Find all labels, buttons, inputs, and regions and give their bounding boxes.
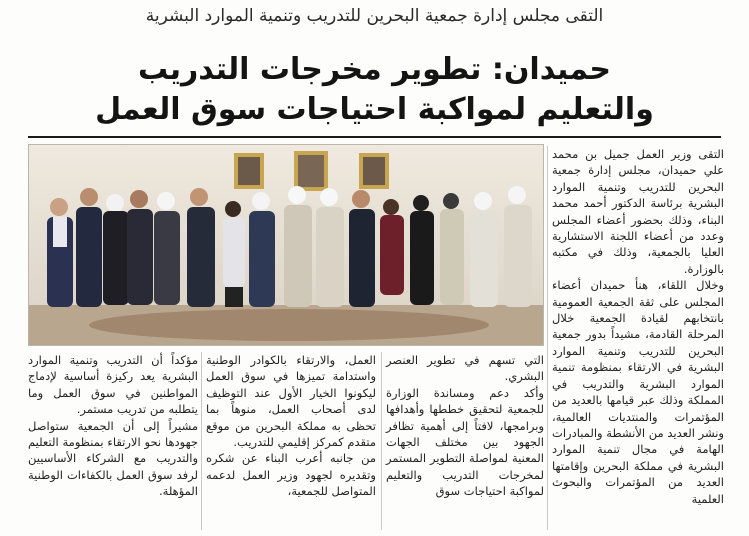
paragraph: من جانبه أعرب البناء عن شكره وتقديره لجهود وزير العمل لدعمه المتواصل للجمعية، (206, 451, 376, 499)
portrait-frames (234, 151, 389, 191)
paragraph: العمل، والارتقاء بالكوادر الوطنية واستدامة تميزها في سوق العمل ليكونوا الخيار الأول عند التوظيف لدى أصحاب العمل، منوهاً بما تحظى به مملكة البحرين من موقع متقدم كمركز إقليمي للتدريب. (206, 353, 376, 450)
headline-rule (28, 136, 721, 138)
paragraph: مشيراً إلى أن الجمعية ستواصل جهودها نحو الارتقاء بمنظومة التعليم والتدريب مع الشركاء الأساسيين لرفد سوق العمل بالكفاءات الوطنية المؤهلة. (28, 418, 198, 499)
article-kicker: التقى مجلس إدارة جمعية البحرين للتدريب وتنمية الموارد البشرية (145, 6, 604, 26)
column-divider (547, 146, 548, 530)
headline-line-1: حميدان: تطوير مخرجات التدريب (137, 52, 612, 87)
column-divider (201, 352, 202, 530)
paragraph: التقى وزير العمل جميل بن محمد علي حميدان، مجلس إدارة جمعية البحرين للتدريب وتنمية الموارد البشرية برئاسة الدكتور أحمد محمد البناء، وذلك بحضور أعضاء المجلس وعدد من أعضاء اللجنة الاستشارية العليا بالجمعية، وذلك في مكتبه بالوزارة. (552, 147, 724, 276)
article-column-4 (28, 352, 198, 500)
headline-line-2: والتعليم لمواكبة احتياجات سوق العمل (95, 92, 654, 127)
paragraph: مؤكداً أن التدريب وتنمية الموارد البشرية يعد ركيزة أساسية لإدماج المواطنين في سوق العمل وما يتطلبه من تدريب مستمر. (28, 353, 198, 417)
paragraph: وخلال اللقاء، هنأ حميدان أعضاء المجلس على ثقة الجمعية العمومية بانتخابهم لقيادة الجمعية خلال المرحلة القادمة، مشيداً بدور جمعية البحرين للتدريب وتنمية الموارد البشرية في الارتقاء بمنظومة تنمية الموارد البشرية والتدريب في المملكة وذلك عبر قيامها بالعديد من المؤتمرات والمنتديات العالمية، ونشر العديد من الأنشطة والمبادرات الهامة في مجال تنمية الموارد البشرية في مملكة البحرين وإقامتها العديد من المؤتمرات والبحوث العلمية (552, 278, 724, 506)
article-column-1 (552, 146, 724, 507)
paragraph: التي تسهم في تطوير العنصر البشري. (386, 353, 544, 384)
article-column-2 (386, 352, 544, 500)
column-divider (381, 352, 382, 530)
photo-rug (89, 309, 489, 341)
group-photo (28, 144, 544, 346)
paragraph: وأكد دعم ومساندة الوزارة للجمعية لتحقيق خططها وأهدافها وبرامجها، لافتاً إلى أهمية تظافر الجهود بين مختلف الجهات المعنية لمواصلة التطوير المستمر لمخرجات التدريب والتعليم لمواكبة احتياجات سوق (386, 385, 544, 499)
article-column-3 (206, 352, 376, 500)
